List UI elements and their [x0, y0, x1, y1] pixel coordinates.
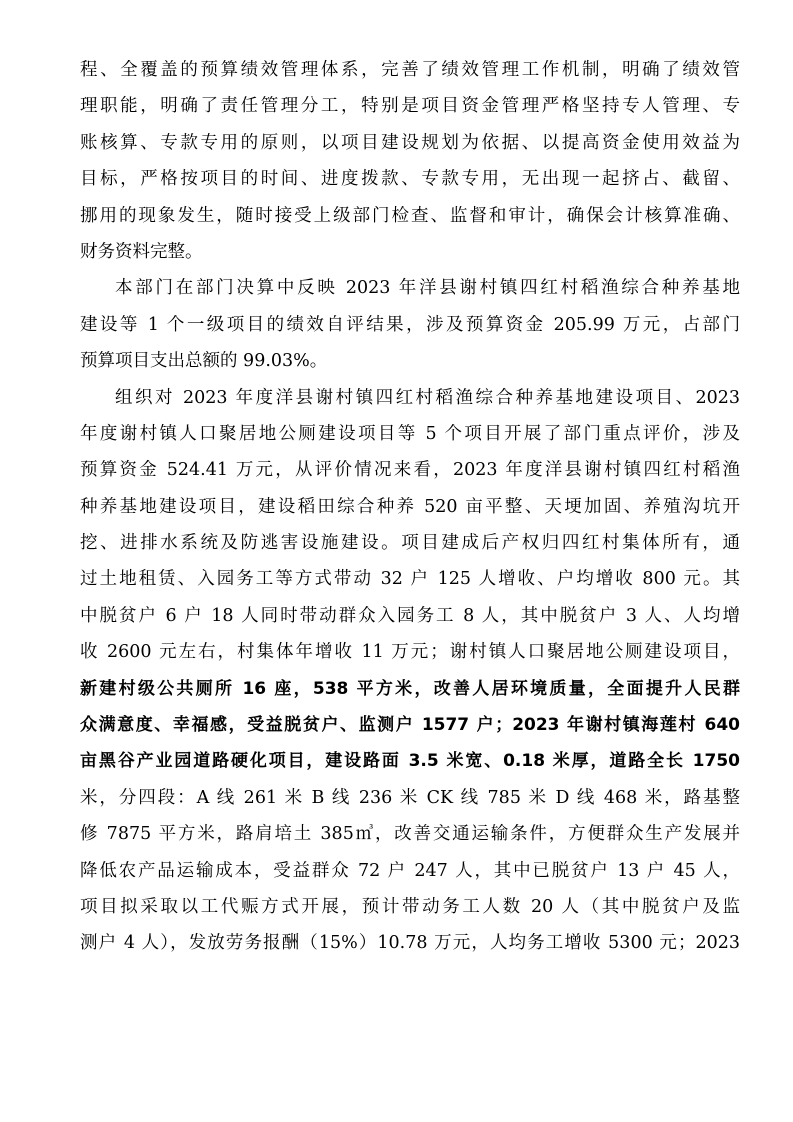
text-line: 新建村级公共厕所 16 座，538 平方米，改善人居环境质量，全面提升人民群 — [80, 678, 740, 699]
text-line: 账核算、专款专用的原则，以项目建设规划为依据、以提高资金使用效益为 — [80, 132, 740, 153]
paragraph-3 — [80, 380, 740, 962]
text-line: 组织对 2023 年度洋县谢村镇四红村稻渔综合种养基地建设项目、2023 — [115, 387, 740, 408]
text-line: 过土地租赁、入园务工等方式带动 32 户 125 人增收、户均增收 800 元。其 — [80, 569, 740, 590]
body-text — [80, 52, 740, 962]
text-line: 亩黑谷产业园道路硬化项目，建设路面 3.5 米宽、0.18 米厚，道路全长 1750 — [80, 751, 740, 772]
text-line: 年度谢村镇人口聚居地公厕建设项目等 5 个项目开展了部门重点评价，涉及 — [80, 423, 740, 444]
text-line: 众满意度、幸福感，受益脱贫户、监测户 1577 户；2023 年谢村镇海莲村 640 — [80, 715, 740, 736]
text-line: 收 2600 元左右，村集体年增收 11 万元；谢村镇人口聚居地公厕建设项目， — [80, 642, 740, 663]
text-line: 本部门在部门决算中反映 2023 年洋县谢村镇四红村稻渔综合种养基地 — [115, 278, 740, 299]
text-line: 财务资料完整。 — [80, 241, 203, 262]
paragraph-1 — [80, 52, 740, 270]
text-line: 降低农产品运输成本，受益群众 72 户 247 人，其中已脱贫户 13 户 45 人， — [80, 860, 740, 881]
text-line: 预算项目支出总额的 99.03%。 — [80, 351, 328, 372]
text-line: 测户 4 人），发放劳务报酬（15%）10.78 万元，人均务工增收 5300 元；2023 — [80, 933, 740, 954]
text-line: 米，分四段：A 线 261 米 B 线 236 米 CK 线 785 米 D 线 468 米，路基整 — [80, 787, 740, 808]
paragraph-2 — [80, 270, 740, 379]
text-line: 挖、进排水系统及防逃害设施建设。项目建成后产权归四红村集体所有，通 — [80, 533, 740, 554]
text-line: 理职能，明确了责任管理分工，特别是项目资金管理严格坚持专人管理、专 — [80, 96, 740, 117]
text-line: 种养基地建设项目，建设稻田综合种养 520 亩平整、天埂加固、养殖沟坑开 — [80, 496, 740, 517]
text-line: 挪用的现象发生，随时接受上级部门检查、监督和审计，确保会计核算准确、 — [80, 205, 740, 226]
text-line: 目标，严格按项目的时间、进度拨款、专款专用，无出现一起挤占、截留、 — [80, 169, 740, 190]
text-line: 修 7875 平方米，路肩培土 385㎥，改善交通运输条件，方便群众生产发展并 — [80, 824, 740, 845]
text-line: 项目拟采取以工代赈方式开展，预计带动务工人数 20 人（其中脱贫户及监 — [80, 896, 740, 917]
text-line: 建设等 1 个一级项目的绩效自评结果，涉及预算资金 205.99 万元，占部门 — [80, 314, 740, 335]
text-line: 中脱贫户 6 户 18 人同时带动群众入园务工 8 人，其中脱贫户 3 人、人均增 — [80, 605, 740, 626]
text-line: 预算资金 524.41 万元，从评价情况来看，2023 年度洋县谢村镇四红村稻渔 — [80, 460, 740, 481]
text-line: 程、全覆盖的预算绩效管理体系，完善了绩效管理工作机制，明确了绩效管 — [80, 60, 740, 80]
